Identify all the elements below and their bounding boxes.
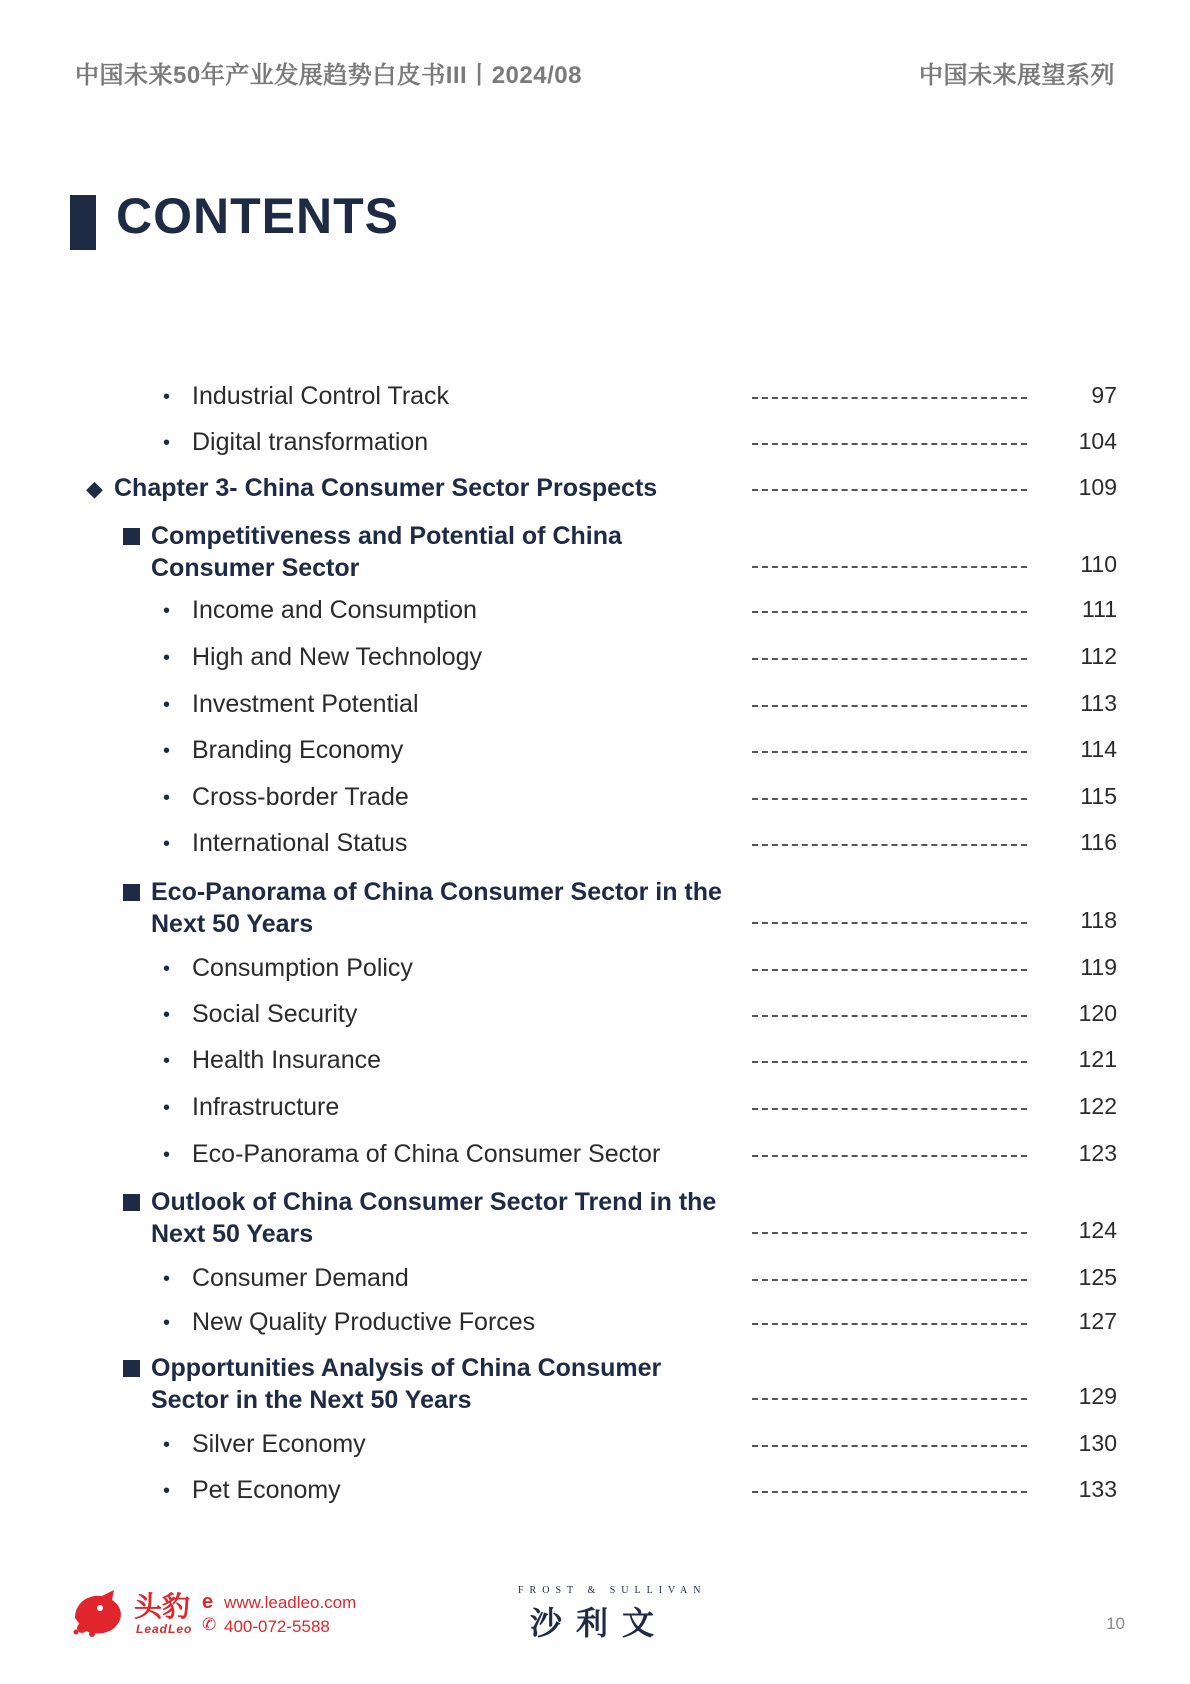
toc-entry-label: Health Insurance xyxy=(192,1046,382,1074)
toc-leader-dots xyxy=(752,1398,1027,1400)
bullet-icon: • xyxy=(163,694,171,716)
square-icon xyxy=(123,884,140,901)
toc-page-number: 115 xyxy=(1080,783,1117,809)
toc-page-number: 110 xyxy=(1080,551,1117,577)
bullet-icon: • xyxy=(163,1268,171,1290)
toc-page-number: 123 xyxy=(1078,1140,1117,1166)
toc-entry-label: Branding Economy xyxy=(192,736,404,764)
toc-entry-label: Eco-Panorama of China Consumer Sector xyxy=(192,1140,661,1168)
bullet-icon: • xyxy=(163,1480,171,1502)
toc-leader-dots xyxy=(752,1491,1027,1493)
title-accent-bar xyxy=(70,195,96,250)
web-icon: e xyxy=(202,1591,214,1613)
toc-entry-label: High and New Technology xyxy=(192,643,483,671)
toc-leader-dots xyxy=(752,969,1027,971)
toc-entry-label: Income and Consumption xyxy=(192,596,477,624)
toc-leader-dots xyxy=(752,1323,1027,1325)
square-icon xyxy=(123,528,140,545)
toc-leader-dots xyxy=(752,1445,1027,1447)
toc-leader-dots xyxy=(752,489,1027,491)
toc-page-number: 121 xyxy=(1078,1046,1117,1072)
toc-entry-label: Pet Economy xyxy=(192,1476,341,1504)
bullet-icon: • xyxy=(163,386,171,408)
bullet-icon: • xyxy=(163,1097,171,1119)
toc-entry-label: Consumption Policy xyxy=(192,954,413,982)
toc-leader-dots xyxy=(752,611,1027,613)
square-icon xyxy=(123,1194,140,1211)
toc-leader-dots xyxy=(752,658,1027,660)
toc-entry-label: New Quality Productive Forces xyxy=(192,1308,536,1336)
website-link[interactable]: www.leadleo.com xyxy=(224,1593,357,1612)
toc-entry-label: Eco-Panorama of China Consumer Sector in the Next 50 Years xyxy=(151,878,722,938)
toc-entry-label: Competitiveness and Potential of China Consumer Sector xyxy=(151,522,622,582)
toc-page-number: 111 xyxy=(1082,596,1117,622)
bullet-icon: • xyxy=(163,600,171,622)
page-number: 10 xyxy=(1106,1614,1125,1633)
toc-entry-label: Consumer Demand xyxy=(192,1264,409,1292)
bullet-icon: • xyxy=(163,1050,171,1072)
toc-leader-dots xyxy=(752,397,1027,399)
toc-entry-label: Cross-border Trade xyxy=(192,783,409,811)
toc-page-number: 130 xyxy=(1078,1430,1117,1456)
toc-page-number: 112 xyxy=(1080,643,1117,669)
brand-name-cn: 头豹 xyxy=(134,1591,191,1622)
toc-page-number: 124 xyxy=(1078,1217,1117,1243)
toc-leader-dots xyxy=(752,1279,1027,1281)
partner-name-en: FROST & SULLIVAN xyxy=(518,1585,707,1596)
bullet-icon: • xyxy=(163,1434,171,1456)
toc-entry-label: Opportunities Analysis of China Consumer Sector in the Next 50 Years xyxy=(151,1354,662,1414)
toc-page-number: 127 xyxy=(1078,1308,1117,1334)
toc-entry-label: Social Security xyxy=(192,1000,358,1028)
toc-entry-label: Outlook of China Consumer Sector Trend in the Next 50 Years xyxy=(151,1188,717,1248)
toc-entry-label: Chapter 3- China Consumer Sector Prospects xyxy=(114,474,658,502)
partner-name-cn: 沙利文 xyxy=(530,1605,669,1641)
phone-icon: ✆ xyxy=(202,1615,217,1634)
bullet-icon: • xyxy=(163,1312,171,1334)
toc-page-number: 129 xyxy=(1078,1383,1117,1409)
toc-page-number: 104 xyxy=(1078,428,1117,454)
toc-leader-dots xyxy=(752,1061,1027,1063)
bullet-icon: • xyxy=(163,432,171,454)
toc-leader-dots xyxy=(752,443,1027,445)
bullet-icon: • xyxy=(163,1144,171,1166)
toc-page-number: 109 xyxy=(1078,474,1117,500)
toc-leader-dots xyxy=(752,798,1027,800)
toc-page-number: 118 xyxy=(1080,907,1117,933)
bullet-icon: • xyxy=(163,833,171,855)
bullet-icon: • xyxy=(163,1004,171,1026)
bullet-icon: • xyxy=(163,740,171,762)
toc-leader-dots xyxy=(752,1155,1027,1157)
toc-leader-dots xyxy=(752,1015,1027,1017)
toc-entry-label: Investment Potential xyxy=(192,690,419,718)
leadleo-logo-icon xyxy=(70,1588,125,1638)
toc-leader-dots xyxy=(752,751,1027,753)
toc-leader-dots xyxy=(752,566,1027,568)
diamond-icon: ◆ xyxy=(86,476,103,501)
bullet-icon: • xyxy=(163,647,171,669)
toc-leader-dots xyxy=(752,922,1027,924)
toc-page-number: 116 xyxy=(1080,829,1117,855)
toc-leader-dots xyxy=(752,1108,1027,1110)
toc-entry-label: Infrastructure xyxy=(192,1093,340,1121)
toc-entry-label: Silver Economy xyxy=(192,1430,366,1458)
toc-entry-label: Digital transformation xyxy=(192,428,429,456)
toc-page-number: 133 xyxy=(1078,1476,1117,1502)
header-series: 中国未来展望系列 xyxy=(919,62,1115,89)
toc-page-number: 125 xyxy=(1078,1264,1117,1290)
header-title: 中国未来50年产业发展趋势白皮书III丨2024/08 xyxy=(75,62,582,89)
toc-leader-dots xyxy=(752,844,1027,846)
toc-page-number: 119 xyxy=(1080,954,1117,980)
toc-entry-label: Industrial Control Track xyxy=(192,382,450,410)
toc-page-number: 122 xyxy=(1078,1093,1117,1119)
bullet-icon: • xyxy=(163,787,171,809)
toc-page-number: 113 xyxy=(1080,690,1117,716)
square-icon xyxy=(123,1360,140,1377)
bullet-icon: • xyxy=(163,958,171,980)
page-title: CONTENTS xyxy=(116,188,399,244)
toc-leader-dots xyxy=(752,1232,1027,1234)
toc-leader-dots xyxy=(752,705,1027,707)
brand-name-en: LeadLeo xyxy=(136,1622,193,1636)
toc-entry-label: International Status xyxy=(192,829,408,857)
toc-page-number: 120 xyxy=(1078,1000,1117,1026)
toc-page-number: 114 xyxy=(1080,736,1117,762)
phone-number: 400-072-5588 xyxy=(224,1617,330,1636)
toc-page-number: 97 xyxy=(1091,382,1117,408)
